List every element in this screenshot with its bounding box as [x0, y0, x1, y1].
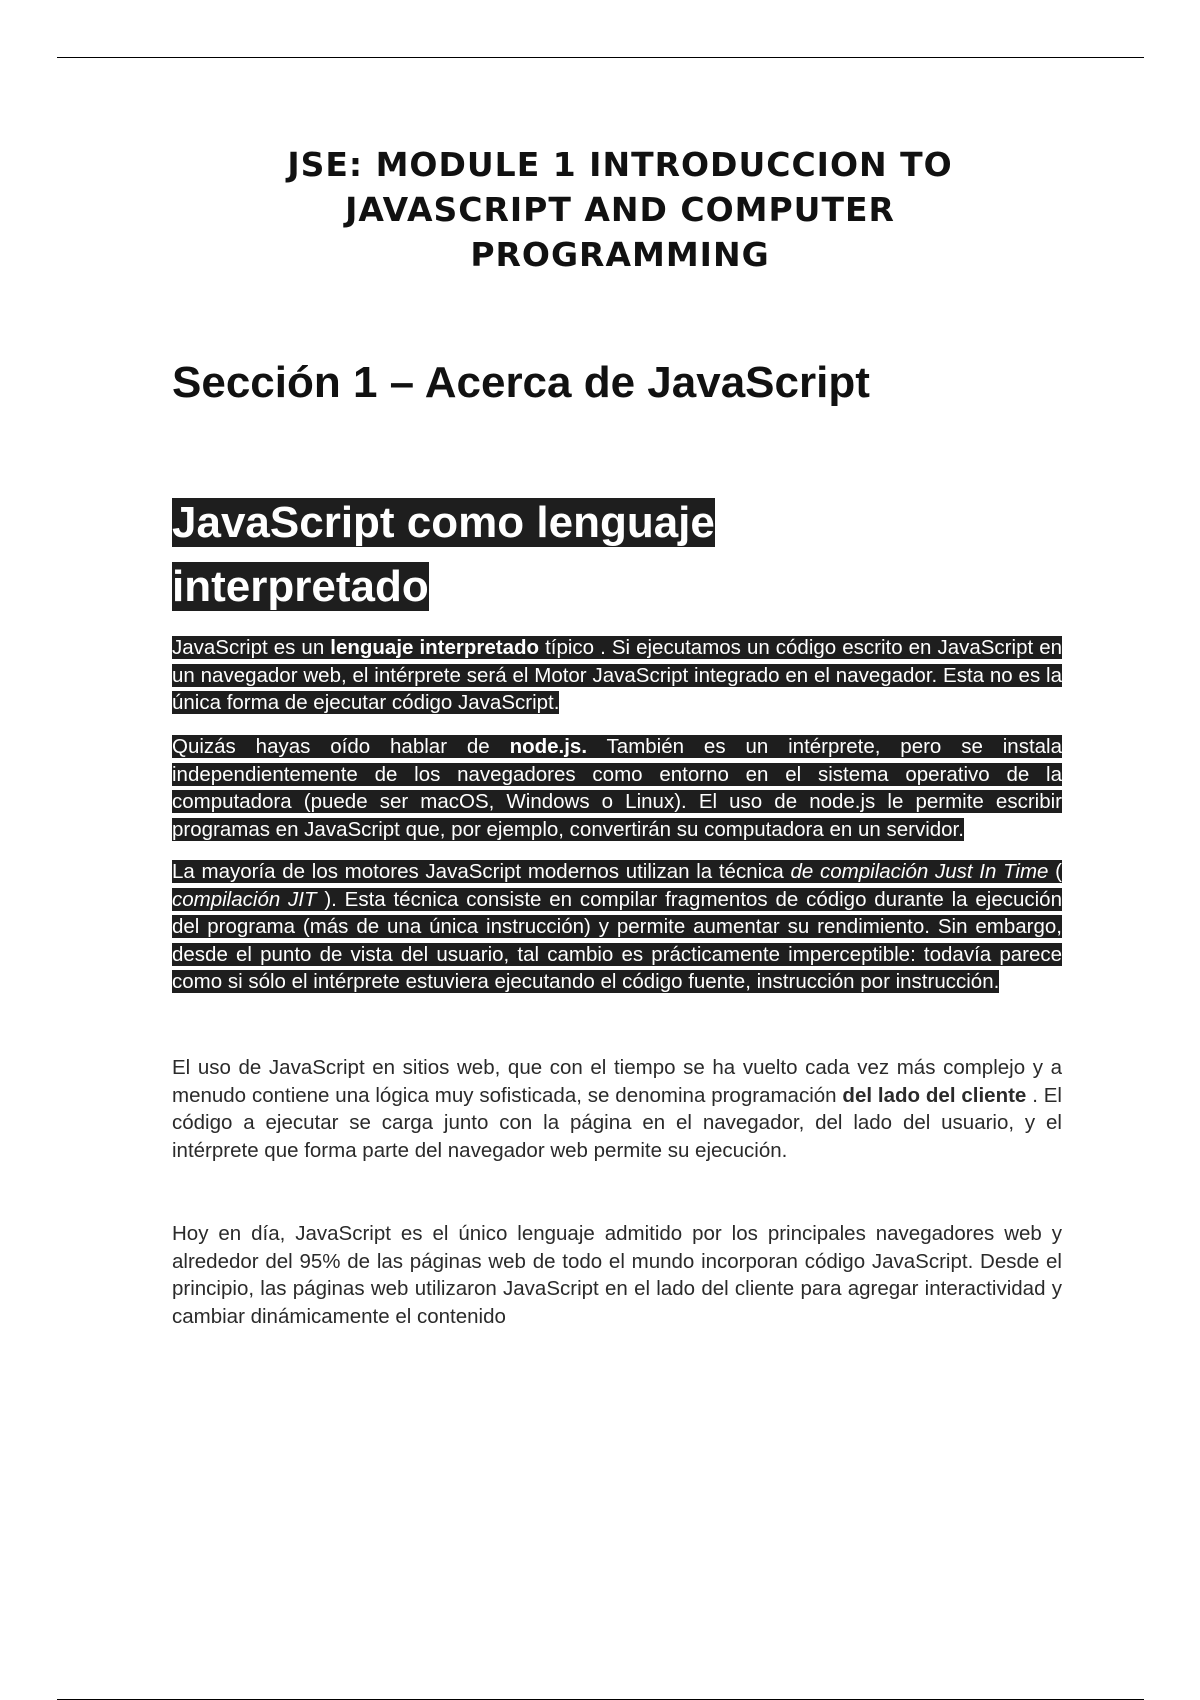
- p1-bold: lenguaje interpretado: [330, 636, 540, 659]
- document-title-line-3: PROGRAMMING: [470, 235, 770, 274]
- sub-heading: [172, 491, 812, 619]
- p2-text-c: También es un intérprete, pero se instala independientemente de los navegadores como entorno en el sistema operativo de la computadora (puede ser macOS, Windows o Linux). El uso de node.js le permite escribir programas en JavaScript que, por ejemplo, convertirán su computadora en un servidor.: [172, 735, 1062, 841]
- p4-text-c: . El código a ejecutar se carga junto con la página en el navegador, del lado del usuario, y el intérprete que forma parte del navegador web permite su ejecución.: [172, 1083, 1062, 1162]
- paragraph-jit: [172, 858, 1062, 996]
- paragraph-client-side: [172, 1054, 1062, 1164]
- p5-text-a: Hoy en día, JavaScript es el único lenguaje admitido por los principales navegadores web y alrededor del 95% de las páginas web de todo el mundo incorporan código JavaScript. Desde el principio, las páginas web utilizaron JavaScript en el lado del cliente para agregar interactividad y cambiar dinámicamente el contenido: [172, 1222, 1062, 1328]
- paragraph-nodejs: [172, 733, 1062, 843]
- p3-text-e: ). Esta técnica consiste en compilar fragmentos de código durante la ejecución del programa (más de una única instrucción) y permite aumentar su rendimiento. Sin embargo, desde el punto de vista del usuario, tal cambio es prácticamente imperceptible: todavía parece como si sólo el intérprete estuviera ejecutando el código fuente, instrucción por instrucción.: [172, 887, 1062, 993]
- paragraph-interpreted-language: [172, 634, 1062, 717]
- p4-bold: del lado del cliente: [842, 1083, 1027, 1107]
- p2-bold: node.js.: [509, 735, 588, 758]
- p1-text-a: JavaScript es un: [172, 636, 331, 659]
- top-rule: [57, 57, 1144, 58]
- p2-text-a: Quizás hayas oído hablar de: [172, 735, 510, 758]
- paragraph-today: [172, 1220, 1062, 1330]
- p3-italic-2: compilación JIT: [172, 887, 317, 911]
- sub-heading-line-2: interpretado: [172, 562, 429, 611]
- p1-text-c: típico . Si ejecutamos un código escrito en JavaScript en un navegador web, el intérprete será el Motor JavaScript integrado en el navegador. Esta no es la única forma de ejecutar código JavaScript.: [172, 636, 1062, 714]
- p3-text-c: (: [1048, 860, 1062, 883]
- section-heading: Sección 1 – Acerca de JavaScript: [172, 358, 870, 407]
- sub-heading-line-1: JavaScript como lenguaje: [172, 498, 715, 547]
- document-title-line-2: JAVASCRIPT AND COMPUTER: [345, 190, 895, 229]
- p3-italic-1: de compilación Just In Time: [790, 860, 1049, 883]
- p3-text-a: La mayoría de los motores JavaScript modernos utilizan la técnica: [172, 860, 791, 883]
- document-title: [230, 142, 1010, 277]
- p4-text-a: El uso de JavaScript en sitios web, que con el tiempo se ha vuelto cada vez más complejo y a menudo contiene una lógica muy sofisticada, se denomina programación: [172, 1056, 1062, 1107]
- document-title-line-1: JSE: MODULE 1 INTRODUCCION TO: [287, 145, 953, 184]
